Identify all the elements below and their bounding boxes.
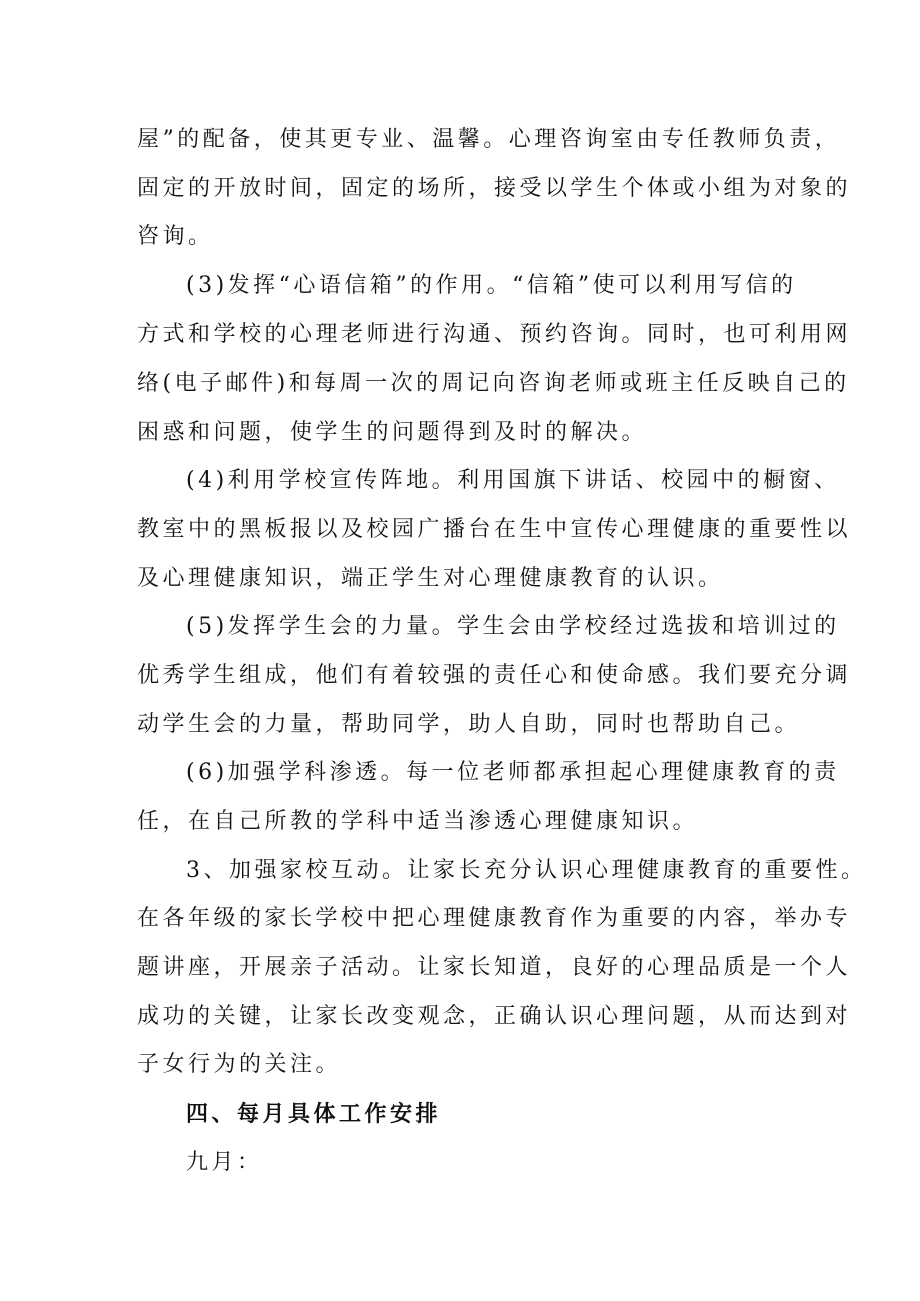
text-line: 困惑和问题，使学生的问题得到及时的解决。 [137, 420, 648, 445]
text-line: 屋”的配备，使其更专业、温馨。心理咨询室由专任教师负责， [137, 127, 841, 152]
text-line: 固定的开放时间，固定的场所，接受以学生个体或小组为对象的 [137, 176, 852, 201]
text-line: 教室中的黑板报以及校园广播台在生中宣传心理健康的重要性以 [137, 517, 852, 542]
list-item-6-line: (6)加强学科渗透。每一位老师都承担起心理健康教育的责 [186, 760, 840, 785]
list-item-3-line: (3)发挥“心语信箱”的作用。“信箱”使可以利用写信的 [186, 273, 797, 298]
text-line: 及心理健康知识，端正学生对心理健康教育的认识。 [137, 566, 724, 591]
text-line: 在各年级的家长学校中把心理健康教育作为重要的内容，举办专 [137, 906, 852, 931]
list-item-5-line: (5)发挥学生会的力量。学生会由学校经过选拔和培训过的 [186, 614, 840, 639]
text-line: 任，在自己所教的学科中适当渗透心理健康知识。 [137, 809, 699, 834]
month-label: 九月： [186, 1150, 263, 1175]
list-item-4-line: (4)利用学校宣传阵地。利用国旗下讲话、校园中的橱窗、 [186, 468, 840, 493]
text-line: 题讲座，开展亲子活动。让家长知道，良好的心理品质是一个人 [137, 955, 852, 980]
text-line: 方式和学校的心理老师进行沟通、预约咨询。同时，也可利用网 [137, 322, 852, 347]
text-line: 优秀学生组成，他们有着较强的责任心和使命感。我们要充分调 [137, 663, 852, 688]
text-line: 咨询。 [137, 224, 214, 249]
text-line: 成功的关键，让家长改变观念，正确认识心理问题，从而达到对 [137, 1004, 852, 1029]
section-3-line: 3、加强家校互动。让家长充分认识心理健康教育的重要性。 [186, 858, 867, 883]
text-line: 子女行为的关注。 [137, 1052, 342, 1077]
section-heading: 四、每月具体工作安排 [186, 1101, 442, 1127]
text-line: 动学生会的力量，帮助同学，助人自助，同时也帮助自己。 [137, 712, 801, 737]
text-line: 络(电子邮件)和每周一次的周记向咨询老师或班主任反映自己的 [137, 371, 850, 396]
